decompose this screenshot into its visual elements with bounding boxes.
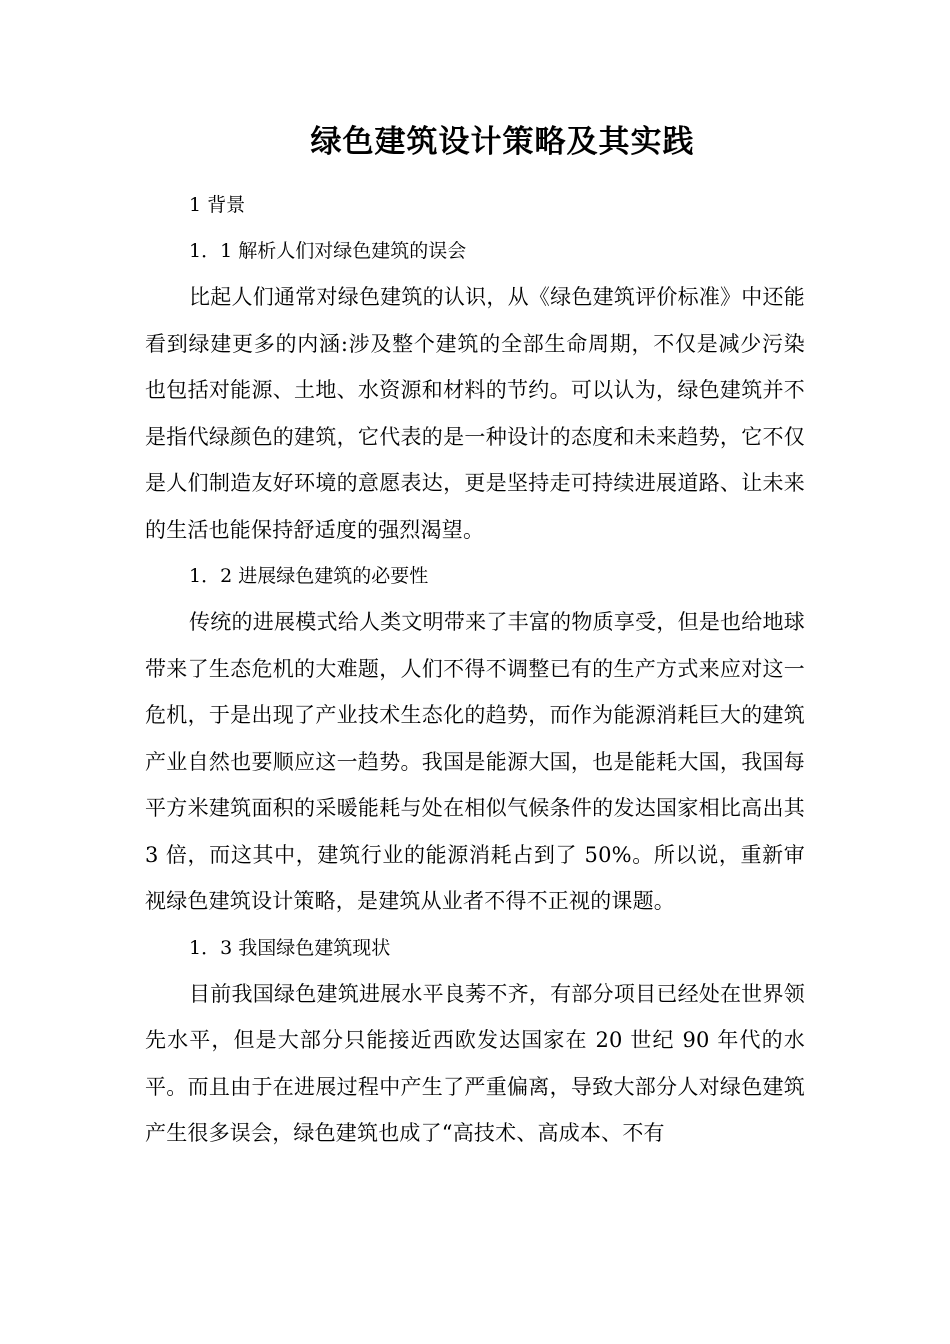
section-heading-misunderstanding: 1．1 解析人们对绿色建筑的误会 [189,240,467,262]
paragraph-misunderstanding: 比起人们通常对绿色建筑的认识，从《绿色建筑评价标准》中还能看到绿建更多的内涵:涉及整个建筑的全部生命周期，不仅是减少污染也包括对能源、土地、水资源和材料的节约。可以认为，绿色建筑并不是指代绿颜色的建筑，它代表的是一种设计的态度和未来趋势，它不仅是人们制造友好环境的意愿表达，更是坚持走可持续进展道路、让未来的生活也能保持舒适度的强烈渴望。 [145,285,805,542]
section-heading-necessity: 1．2 进展绿色建筑的必要性 [189,565,429,587]
paragraph-necessity: 传统的进展模式给人类文明带来了丰富的物质享受，但是也给地球带来了生态危机的大难题，人们不得不调整已有的生产方式来应对这一危机，于是出现了产业技术生态化的趋势，而作为能源消耗巨大的建筑产业自然也要顺应这一趋势。我国是能源大国，也是能耗大国，我国每平方米建筑面积的采暖能耗与处在相似气候条件的发达国家相比高出其 3 倍，而这其中，建筑行业的能源消耗占到了 50%。所以说，重新审视绿色建筑设计策略，是建筑从业者不得不正视的课题。 [145,610,805,913]
section-heading-status: 1．3 我国绿色建筑现状 [189,936,391,959]
document-title: 绿色建筑设计策略及其实践 [310,124,695,160]
section-heading-background: 1 背景 [189,194,246,216]
document-body [145,182,805,1157]
paragraph-status: 目前我国绿色建筑进展水平良莠不齐，有部分项目已经处在世界领先水平，但是大部分只能接近西欧发达国家在 20 世纪 90 年代的水平。而且由于在进展过程中产生了严重偏离，导致大部分人对绿色建筑产生很多误会，绿色建筑也成了“高技术、高成本、不有 [145,981,805,1145]
